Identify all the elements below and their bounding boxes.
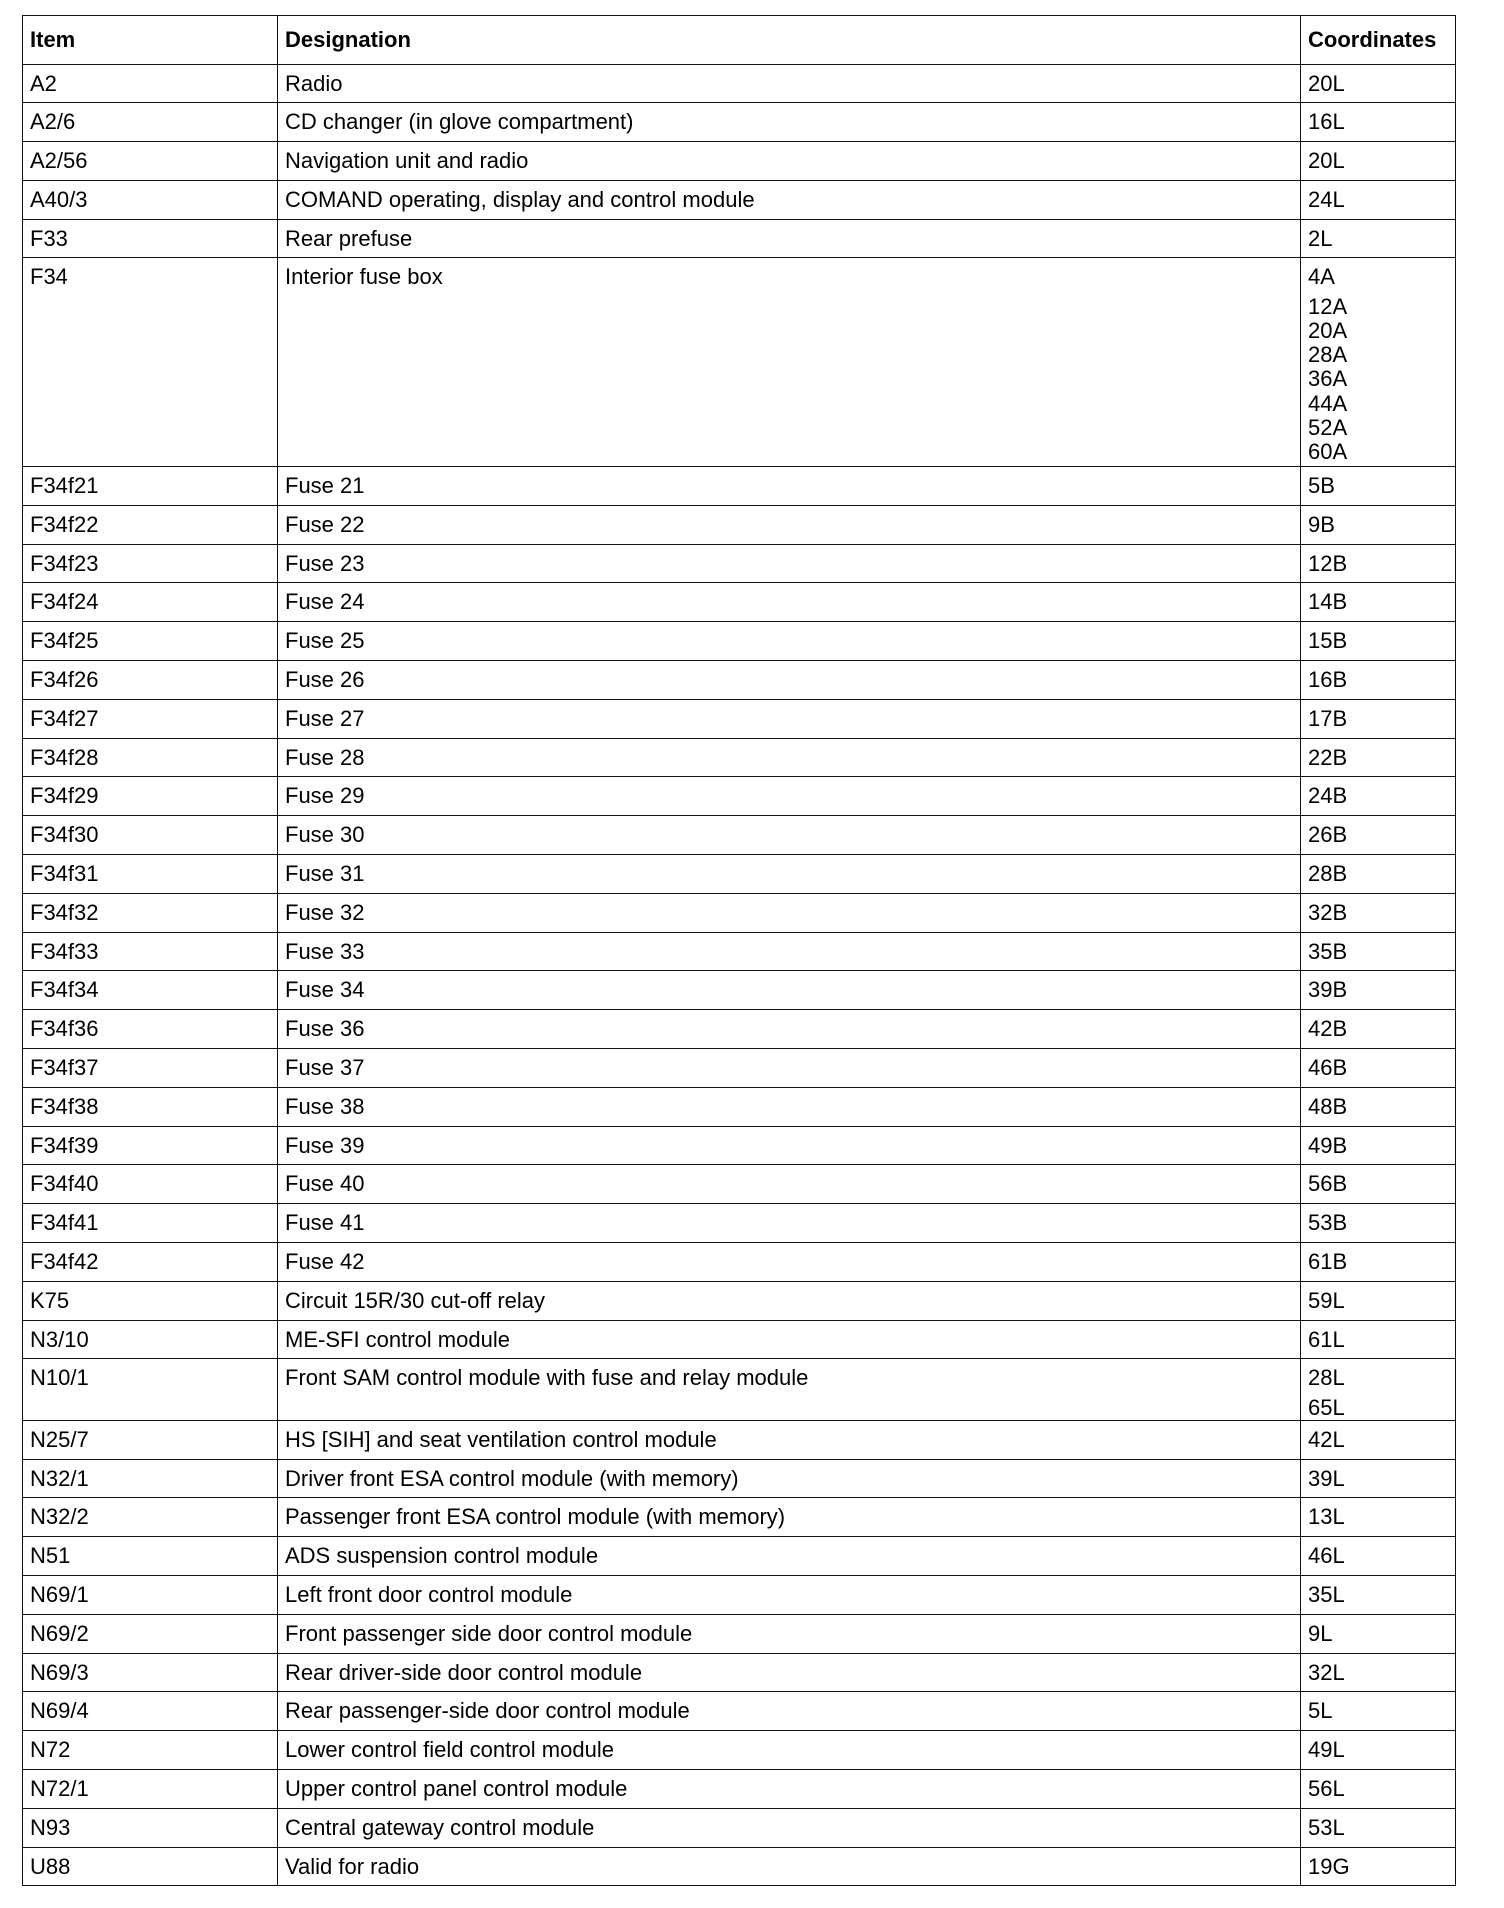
- item-cell: A2/56: [23, 142, 278, 181]
- designation-cell: Fuse 36: [278, 1010, 1301, 1049]
- table-row: [23, 661, 1456, 700]
- coordinate-value: 53L: [1308, 1814, 1345, 1840]
- coordinate-value: 39L: [1308, 1465, 1345, 1491]
- table-row: [23, 932, 1456, 971]
- item-cell: N10/1: [23, 1359, 278, 1420]
- item-cell: F34f32: [23, 893, 278, 932]
- coordinates-cell: [1301, 258, 1456, 467]
- designation-cell: Fuse 32: [278, 893, 1301, 932]
- component-location-table: [22, 15, 1456, 1886]
- table-row: [23, 1537, 1456, 1576]
- designation-cell: Fuse 26: [278, 661, 1301, 700]
- coordinates-cell: [1301, 142, 1456, 181]
- coordinate-value: 42B: [1308, 1016, 1348, 1042]
- designation-cell: Front SAM control module with fuse and relay module: [278, 1359, 1301, 1420]
- table-row: [23, 699, 1456, 738]
- coordinates-cell: [1301, 1769, 1456, 1808]
- designation-cell: Fuse 24: [278, 583, 1301, 622]
- designation-cell: Interior fuse box: [278, 258, 1301, 467]
- coordinates-cell: [1301, 219, 1456, 258]
- table-row: [23, 971, 1456, 1010]
- coordinates-cell: [1301, 1459, 1456, 1498]
- coordinates-cell: [1301, 1126, 1456, 1165]
- coordinates-cell: [1301, 1498, 1456, 1537]
- designation-cell: Fuse 23: [278, 544, 1301, 583]
- item-cell: F34f37: [23, 1049, 278, 1088]
- item-cell: F34: [23, 258, 278, 467]
- coordinate-value: 59L: [1308, 1287, 1345, 1313]
- item-cell: F34f24: [23, 583, 278, 622]
- coordinates-cell: [1301, 583, 1456, 622]
- coordinate-value: 46B: [1308, 1055, 1348, 1081]
- item-cell: F34f33: [23, 932, 278, 971]
- coordinate-value: 49B: [1308, 1132, 1348, 1158]
- coordinate-value: 12B: [1308, 550, 1348, 576]
- coordinates-cell: [1301, 1281, 1456, 1320]
- item-cell: N72: [23, 1731, 278, 1770]
- item-cell: N72/1: [23, 1769, 278, 1808]
- table-row: [23, 855, 1456, 894]
- header-coordinates: Coordinates: [1301, 16, 1456, 65]
- table-row: [23, 103, 1456, 142]
- designation-cell: Fuse 21: [278, 467, 1301, 506]
- coordinate-value: 28A: [1308, 342, 1348, 368]
- table-body: [23, 64, 1456, 1886]
- coordinates-cell: [1301, 816, 1456, 855]
- designation-cell: Fuse 42: [278, 1243, 1301, 1282]
- coordinates-cell: [1301, 699, 1456, 738]
- item-cell: U88: [23, 1847, 278, 1886]
- table-row: [23, 893, 1456, 932]
- coordinates-cell: [1301, 180, 1456, 219]
- coordinate-value: 61L: [1308, 1326, 1345, 1352]
- designation-cell: Lower control field control module: [278, 1731, 1301, 1770]
- coordinate-value: 42L: [1308, 1426, 1345, 1452]
- item-cell: K75: [23, 1281, 278, 1320]
- coordinate-value: 24B: [1308, 783, 1348, 809]
- designation-cell: Fuse 30: [278, 816, 1301, 855]
- designation-cell: Rear driver-side door control module: [278, 1653, 1301, 1692]
- item-cell: N69/2: [23, 1614, 278, 1653]
- coordinates-cell: [1301, 467, 1456, 506]
- table-row: [23, 544, 1456, 583]
- table-row: [23, 142, 1456, 181]
- designation-cell: Fuse 25: [278, 622, 1301, 661]
- coordinate-value: 28L: [1308, 1365, 1345, 1391]
- coordinate-value: 14B: [1308, 589, 1348, 615]
- designation-cell: Radio: [278, 64, 1301, 103]
- table-row: [23, 583, 1456, 622]
- table-row: [23, 1498, 1456, 1537]
- item-cell: N51: [23, 1537, 278, 1576]
- item-cell: N25/7: [23, 1420, 278, 1459]
- coordinates-cell: [1301, 1847, 1456, 1886]
- header-row: [23, 16, 1456, 65]
- table-row: [23, 738, 1456, 777]
- coordinates-cell: [1301, 971, 1456, 1010]
- coordinate-value: 36A: [1308, 366, 1348, 392]
- designation-cell: Fuse 37: [278, 1049, 1301, 1088]
- item-cell: A2/6: [23, 103, 278, 142]
- coordinates-cell: [1301, 1087, 1456, 1126]
- designation-cell: Valid for radio: [278, 1847, 1301, 1886]
- item-cell: F34f38: [23, 1087, 278, 1126]
- designation-cell: Fuse 41: [278, 1204, 1301, 1243]
- coordinates-cell: [1301, 1808, 1456, 1847]
- coordinates-cell: [1301, 505, 1456, 544]
- coordinate-value: 32B: [1308, 899, 1348, 925]
- item-cell: F34f26: [23, 661, 278, 700]
- designation-cell: Fuse 31: [278, 855, 1301, 894]
- table-row: [23, 1010, 1456, 1049]
- coordinate-value: 20A: [1308, 317, 1348, 343]
- designation-cell: Navigation unit and radio: [278, 142, 1301, 181]
- coordinate-value: 56B: [1308, 1171, 1348, 1197]
- table-row: [23, 1420, 1456, 1459]
- table-row: [23, 219, 1456, 258]
- designation-cell: Fuse 29: [278, 777, 1301, 816]
- table-row: [23, 1359, 1456, 1420]
- item-cell: F34f41: [23, 1204, 278, 1243]
- table-row: [23, 816, 1456, 855]
- table-row: [23, 1049, 1456, 1088]
- item-cell: F34f42: [23, 1243, 278, 1282]
- table-row: [23, 1320, 1456, 1359]
- coordinates-cell: [1301, 1653, 1456, 1692]
- coordinates-cell: [1301, 1575, 1456, 1614]
- coordinates-cell: [1301, 932, 1456, 971]
- item-cell: N93: [23, 1808, 278, 1847]
- coordinate-value: 9B: [1308, 511, 1335, 537]
- coordinate-value: 20L: [1308, 148, 1345, 174]
- item-cell: F34f27: [23, 699, 278, 738]
- coordinates-cell: [1301, 1420, 1456, 1459]
- item-cell: N69/1: [23, 1575, 278, 1614]
- table-row: [23, 1575, 1456, 1614]
- header-designation: Designation: [278, 16, 1301, 65]
- coordinates-cell: [1301, 64, 1456, 103]
- coordinates-cell: [1301, 1049, 1456, 1088]
- table-row: [23, 1614, 1456, 1653]
- item-cell: F34f40: [23, 1165, 278, 1204]
- designation-cell: Fuse 33: [278, 932, 1301, 971]
- table-row: [23, 1808, 1456, 1847]
- designation-cell: CD changer (in glove compartment): [278, 103, 1301, 142]
- item-cell: A40/3: [23, 180, 278, 219]
- table-row: [23, 1653, 1456, 1692]
- coordinate-value: 2L: [1308, 225, 1333, 251]
- header-item: Item: [23, 16, 278, 65]
- coordinates-cell: [1301, 1165, 1456, 1204]
- coordinates-cell: [1301, 738, 1456, 777]
- table-row: [23, 467, 1456, 506]
- table-row: [23, 622, 1456, 661]
- table-row: [23, 180, 1456, 219]
- coordinate-value: 12A: [1308, 293, 1348, 319]
- coordinates-cell: [1301, 893, 1456, 932]
- item-cell: F34f28: [23, 738, 278, 777]
- designation-cell: Upper control panel control module: [278, 1769, 1301, 1808]
- coordinate-value: 35L: [1308, 1581, 1345, 1607]
- table-row: [23, 1281, 1456, 1320]
- designation-cell: Central gateway control module: [278, 1808, 1301, 1847]
- table-row: [23, 1126, 1456, 1165]
- item-cell: A2: [23, 64, 278, 103]
- item-cell: N32/1: [23, 1459, 278, 1498]
- designation-cell: Passenger front ESA control module (with memory): [278, 1498, 1301, 1537]
- item-cell: F34f36: [23, 1010, 278, 1049]
- coordinate-value: 44A: [1308, 390, 1348, 416]
- coordinates-cell: [1301, 103, 1456, 142]
- table-header: [23, 16, 1456, 65]
- coordinate-value: 16B: [1308, 667, 1348, 693]
- coordinate-value: 4A: [1308, 264, 1335, 290]
- coordinate-value: 65L: [1308, 1394, 1345, 1420]
- table-row: [23, 1731, 1456, 1770]
- table-row: [23, 777, 1456, 816]
- table-row: [23, 258, 1456, 467]
- coordinates-cell: [1301, 1614, 1456, 1653]
- coordinates-cell: [1301, 855, 1456, 894]
- table-row: [23, 1204, 1456, 1243]
- designation-cell: COMAND operating, display and control module: [278, 180, 1301, 219]
- designation-cell: Fuse 22: [278, 505, 1301, 544]
- designation-cell: Rear passenger-side door control module: [278, 1692, 1301, 1731]
- coordinate-value: 26B: [1308, 822, 1348, 848]
- item-cell: F34f31: [23, 855, 278, 894]
- coordinate-value: 5L: [1308, 1698, 1333, 1724]
- coordinate-value: 15B: [1308, 628, 1348, 654]
- coordinate-value: 60A: [1308, 439, 1348, 465]
- table-row: [23, 1847, 1456, 1886]
- coordinate-value: 28B: [1308, 861, 1348, 887]
- item-cell: F34f39: [23, 1126, 278, 1165]
- item-cell: F34f25: [23, 622, 278, 661]
- coordinate-value: 5B: [1308, 473, 1335, 499]
- coordinate-value: 48B: [1308, 1093, 1348, 1119]
- table-row: [23, 1769, 1456, 1808]
- designation-cell: Fuse 27: [278, 699, 1301, 738]
- coordinate-value: 39B: [1308, 977, 1348, 1003]
- coordinate-value: 9L: [1308, 1620, 1333, 1646]
- coordinate-value: 53B: [1308, 1210, 1348, 1236]
- table-row: [23, 1243, 1456, 1282]
- coordinate-value: 19G: [1308, 1853, 1350, 1879]
- designation-cell: Rear prefuse: [278, 219, 1301, 258]
- item-cell: F34f30: [23, 816, 278, 855]
- item-cell: N32/2: [23, 1498, 278, 1537]
- coordinates-cell: [1301, 1692, 1456, 1731]
- item-cell: F34f22: [23, 505, 278, 544]
- coordinate-value: 32L: [1308, 1659, 1345, 1685]
- coordinate-value: 20L: [1308, 70, 1345, 96]
- item-cell: F33: [23, 219, 278, 258]
- coordinate-value: 52A: [1308, 415, 1348, 441]
- coordinates-cell: [1301, 1320, 1456, 1359]
- designation-cell: ME-SFI control module: [278, 1320, 1301, 1359]
- table-row: [23, 64, 1456, 103]
- coordinate-value: 22B: [1308, 744, 1348, 770]
- coordinates-cell: [1301, 1359, 1456, 1420]
- coordinates-cell: [1301, 1731, 1456, 1770]
- coordinate-value: 13L: [1308, 1504, 1345, 1530]
- designation-cell: Fuse 40: [278, 1165, 1301, 1204]
- designation-cell: Front passenger side door control module: [278, 1614, 1301, 1653]
- item-cell: F34f23: [23, 544, 278, 583]
- table-row: [23, 505, 1456, 544]
- table-row: [23, 1087, 1456, 1126]
- coordinate-value: 17B: [1308, 705, 1348, 731]
- designation-cell: ADS suspension control module: [278, 1537, 1301, 1576]
- item-cell: F34f21: [23, 467, 278, 506]
- item-cell: F34f29: [23, 777, 278, 816]
- designation-cell: Circuit 15R/30 cut-off relay: [278, 1281, 1301, 1320]
- coordinate-value: 24L: [1308, 186, 1345, 212]
- item-cell: N3/10: [23, 1320, 278, 1359]
- designation-cell: Fuse 38: [278, 1087, 1301, 1126]
- item-cell: F34f34: [23, 971, 278, 1010]
- coordinates-cell: [1301, 544, 1456, 583]
- table-row: [23, 1165, 1456, 1204]
- item-cell: N69/4: [23, 1692, 278, 1731]
- coordinates-cell: [1301, 1537, 1456, 1576]
- coordinate-value: 56L: [1308, 1775, 1345, 1801]
- table-row: [23, 1459, 1456, 1498]
- coordinate-value: 61B: [1308, 1249, 1348, 1275]
- coordinates-cell: [1301, 1010, 1456, 1049]
- designation-cell: Fuse 39: [278, 1126, 1301, 1165]
- designation-cell: Left front door control module: [278, 1575, 1301, 1614]
- coordinates-cell: [1301, 1204, 1456, 1243]
- designation-cell: Fuse 34: [278, 971, 1301, 1010]
- coordinate-value: 46L: [1308, 1543, 1345, 1569]
- coordinates-cell: [1301, 777, 1456, 816]
- coordinate-value: 16L: [1308, 109, 1345, 135]
- table-row: [23, 1692, 1456, 1731]
- designation-cell: Driver front ESA control module (with memory): [278, 1459, 1301, 1498]
- item-cell: N69/3: [23, 1653, 278, 1692]
- coordinates-cell: [1301, 661, 1456, 700]
- designation-cell: Fuse 28: [278, 738, 1301, 777]
- designation-cell: HS [SIH] and seat ventilation control module: [278, 1420, 1301, 1459]
- coordinates-cell: [1301, 1243, 1456, 1282]
- coordinate-value: 35B: [1308, 938, 1348, 964]
- coordinates-cell: [1301, 622, 1456, 661]
- coordinate-value: 49L: [1308, 1737, 1345, 1763]
